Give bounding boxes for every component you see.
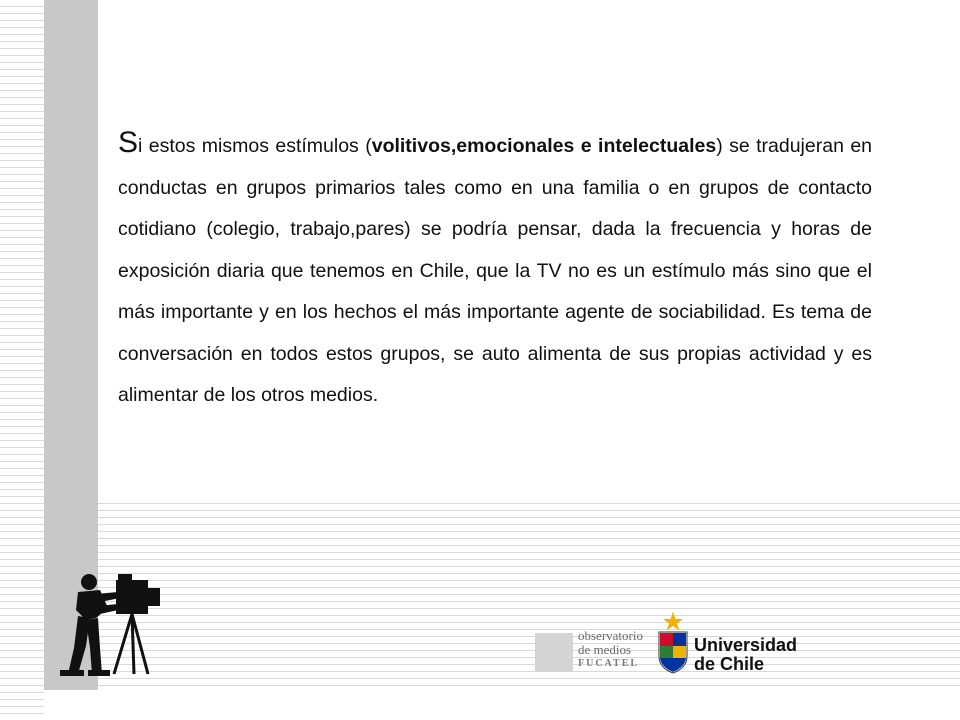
paragraph-bold-text: volitivos,emocionales e intelectuales	[371, 135, 717, 157]
body-paragraph	[118, 126, 872, 417]
observatorio-line-2: de medios	[578, 642, 632, 657]
paragraph-text-2: ) se tradujeran en conductas en grupos primarios tales como en una familia o en grupos de contacto cotidiano (colegio, trabajo,pares) se podría pensar, dada la frecuencia y horas de exposición diaria que tenemos en Chile, que la TV no es un estímulo más sino que el más importante y en los hechos el más importante agente de sociabilidad. Es tema de conversación en todos estos grupos, se auto alimenta de sus propias actividad y es alimentar de los otros medios.	[118, 135, 873, 406]
universidad-line-1: Universidad	[694, 635, 798, 655]
observatorio-logo-block	[535, 633, 573, 671]
universidad-de-chile-crest-icon	[656, 612, 690, 674]
universidad-de-chile-logo-text	[694, 636, 797, 674]
observatorio-logo-text	[578, 629, 643, 671]
observatorio-line-3: FUCATEL	[578, 658, 640, 669]
cameraman-silhouette-icon	[56, 570, 166, 680]
universidad-line-2: de Chile	[694, 654, 765, 674]
bottom-band	[44, 690, 960, 720]
observatorio-line-1: observatorio	[578, 628, 643, 643]
paragraph-text-1: i estos mismos estímulos (	[138, 135, 372, 157]
dropcap-letter: S	[118, 126, 139, 159]
